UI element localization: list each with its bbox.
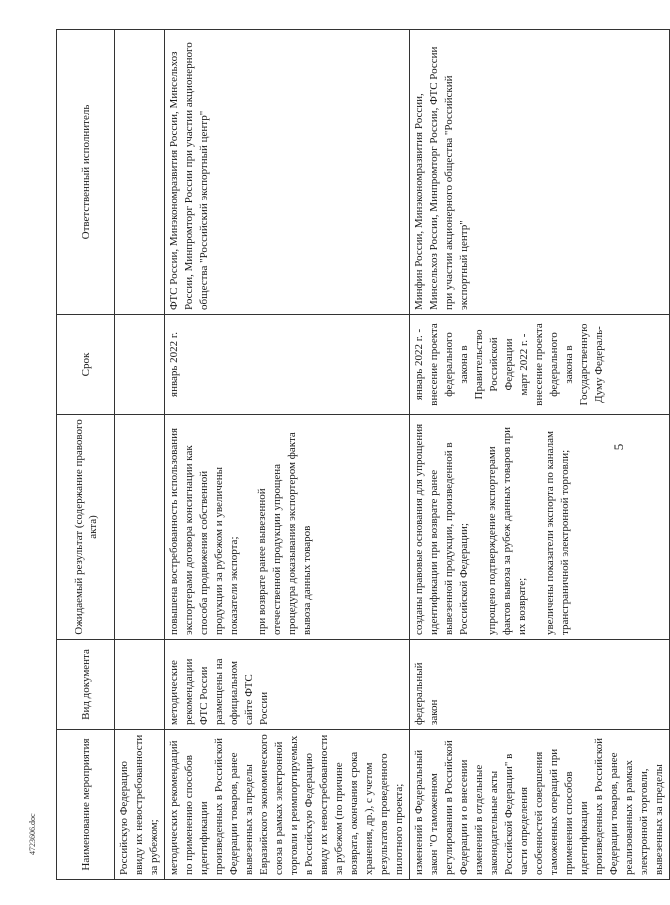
cell-expected-result bbox=[410, 415, 670, 640]
deadline-paragraph: март 2022 г. - внесение проекта федерального закона в Государственную Думу Федераль- bbox=[518, 323, 605, 406]
cell-responsible-executor: Минфин России, Минэкономразвития России, Минсельхоз России, Минпромторг России, ФТС России при участии акционерного общества "Российский экспортный центр" bbox=[410, 30, 670, 315]
document-file-code: 4723606.doc bbox=[28, 813, 37, 855]
cell-deadline: январь 2022 г. bbox=[165, 315, 410, 415]
result-paragraph: повышена востребованность использования экспортерами договора консигнации как способа продвижения собственной продукции за рубежом и увеличены показатели экспорта; bbox=[168, 427, 240, 635]
table-header-row bbox=[57, 30, 115, 880]
measures-table bbox=[56, 29, 670, 880]
header-responsible-executor: Ответственный исполнитель bbox=[57, 30, 115, 315]
header-measure-name: Наименование мероприятия bbox=[57, 730, 115, 880]
header-expected-result: Ожидаемый результат (содержание правового акта) bbox=[57, 415, 115, 640]
result-paragraph: увеличены показатели экспорта по каналам трансграничной электронной торговли; bbox=[544, 431, 571, 635]
cell-responsible-executor: ФТС России, Минэкономразвития России, Минсельхоз России, Минпромторг России при участии акционерного общества "Российский экспортный центр" bbox=[165, 30, 410, 315]
cell-measure-name: Российскую Федерацию ввиду их невостребованности за рубежом; bbox=[115, 730, 165, 880]
result-paragraph: упрощено подтверждение экспортерами фактов вывоза за рубеж данных товаров при их возврате; bbox=[486, 426, 528, 635]
table-row bbox=[115, 30, 165, 880]
result-paragraph: при возврате ранее вывезенной отечественной продукции упрощена процедура доказывания экспортером факта вывоза данных товаров bbox=[256, 432, 313, 635]
table-row bbox=[410, 30, 670, 880]
cell-document-type: федеральный закон bbox=[410, 640, 670, 730]
header-document-type: Вид документа bbox=[57, 640, 115, 730]
result-paragraph: созданы правовые основания для упрощения идентификации при возврате ранее вывезенной продукции, произведенной в Российской Федерации; bbox=[413, 423, 470, 635]
cell-expected-result bbox=[115, 415, 165, 640]
cell-document-type bbox=[115, 640, 165, 730]
cell-responsible-executor bbox=[115, 30, 165, 315]
cell-measure-name: методических рекомендаций по применению способов идентификации произведенных в Российской Федерации товаров, ранее вывезенных за пределы Евразийского экономического союза в рамках электронной торговли и реимпортируемых в Российскую Федерацию ввиду их невостребованности за рубежом (по причине возврата, окончания срока хранения, др.), с учетом результатов проведенного пилотного проекта; bbox=[165, 730, 410, 880]
cell-expected-result bbox=[165, 415, 410, 640]
cell-measure-name: изменений в Федеральный закон "О таможенном регулировании в Российской Федерации и о внесении изменений в отдельные законодательные акты Российской Федерации" в части определения особенностей совершения таможенных операций при применении способов идентификации произведенных в Российской Федерации товаров, ранее реализованных в рамках электронной торговли, вывезенных за пределы bbox=[410, 730, 670, 880]
table-row bbox=[165, 30, 410, 880]
header-deadline: Срок bbox=[57, 315, 115, 415]
cell-deadline bbox=[115, 315, 165, 415]
cell-deadline bbox=[410, 315, 670, 415]
cell-document-type: методические рекомендации ФТС России размещены на официальном сайте ФТС России bbox=[165, 640, 410, 730]
rotated-table-container bbox=[56, 30, 665, 880]
deadline-paragraph: январь 2022 г. - внесение проекта федерального закона в Правительство Российской Федерации bbox=[413, 323, 515, 406]
page-number: 5 bbox=[611, 443, 626, 451]
